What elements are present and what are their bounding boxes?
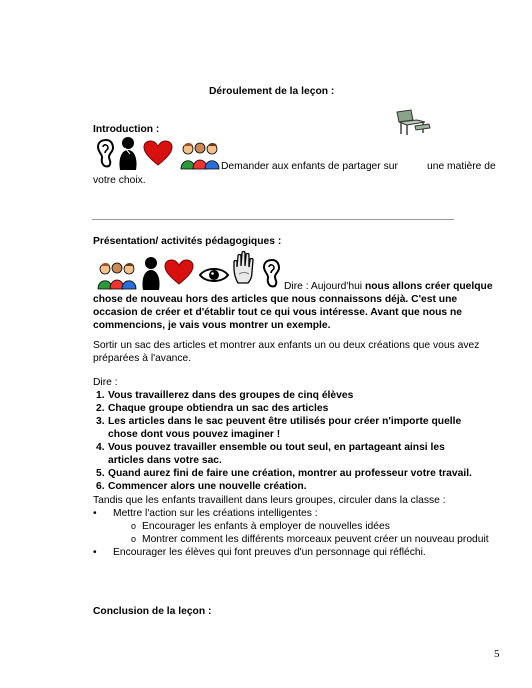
section-divider bbox=[92, 219, 454, 220]
heart-icon bbox=[143, 140, 173, 166]
bullet-2-text: Encourager les élèves qui font preuves d'un personnage qui réfléchi. bbox=[113, 547, 426, 558]
dire-line3: occasion de créer et d'établir tout ce qui vous intéresse. Avant que nous ne bbox=[93, 307, 463, 318]
groups-line: Tandis que les enfants travaillent dans leurs groupes, circuler dans la classe : bbox=[93, 495, 446, 506]
dire-label: Dire : bbox=[93, 377, 118, 388]
page-title: Déroulement de la leçon : bbox=[209, 86, 335, 97]
sub-bullet-glyph: o bbox=[131, 534, 137, 544]
thinking-person-icon bbox=[116, 136, 140, 172]
para2-line1: Sortir un sac des articles et montrer aux enfants un ou deux créations que vous avez bbox=[93, 340, 480, 351]
page-number: 5 bbox=[494, 648, 500, 660]
sub-bullet-1-text: Encourager les enfants à employer de nouvelles idées bbox=[142, 521, 390, 532]
list-item: 3. Les articles dans le sac peuvent être utilisés pour créer n'importe quelle chose dont vous pouvez imaginer ! bbox=[96, 416, 462, 440]
list-item: 6. Commencer alors une nouvelle création. bbox=[96, 481, 307, 492]
intro-text-line1a: Demander aux enfants de partager sur bbox=[221, 161, 398, 172]
conclusion-heading: Conclusion de la leçon : bbox=[93, 606, 212, 617]
list-item: 1. Vous travaillerez dans des groupes de cinq élèves bbox=[96, 390, 354, 401]
list-item: 5. Quand aurez fini de faire une création, montrer au professeur votre travail. bbox=[96, 468, 472, 479]
heart-icon bbox=[164, 259, 194, 285]
hand-icon bbox=[231, 250, 257, 284]
dire-bold-start: nous allons créer quelque bbox=[364, 281, 493, 292]
list-item: 4. Vous pouvez travailler ensemble ou tout seul, en partageant ainsi les articles dans votre sac. bbox=[96, 442, 445, 466]
school-desk-icon bbox=[393, 108, 433, 136]
presentation-heading: Présentation/ activités pédagogiques : bbox=[93, 236, 282, 247]
children-group-icon bbox=[96, 262, 138, 290]
intro-text-line2: votre choix. bbox=[93, 175, 146, 186]
sub-bullet-2-text: Montrer comment les différents morceaux peuvent créer un nouveau produit bbox=[142, 534, 489, 545]
dire-prefix: Dire : Aujourd'hui bbox=[284, 281, 365, 292]
dire-line2: chose de nouveau hors des articles que nous connaissons déjà. C'est une bbox=[93, 294, 458, 305]
para2-line2: préparées à l'avance. bbox=[93, 353, 192, 364]
introduction-heading: Introduction : bbox=[93, 124, 160, 135]
bullet-glyph: • bbox=[93, 508, 97, 519]
bullet-glyph: • bbox=[93, 547, 97, 558]
ear-icon bbox=[259, 258, 281, 290]
thinking-person-icon bbox=[139, 256, 163, 292]
steps-list bbox=[96, 389, 516, 493]
children-group-icon bbox=[179, 142, 221, 170]
intro-text-line1b: une matière de bbox=[427, 161, 496, 172]
ear-icon bbox=[93, 138, 115, 170]
dire-line4: commencions, je vais vous montrer un exemple. bbox=[93, 320, 331, 331]
sub-bullet-glyph: o bbox=[131, 521, 137, 531]
eye-icon bbox=[199, 266, 229, 284]
dire-line1 bbox=[284, 280, 493, 293]
bullet-1-text: Mettre l'action sur les créations intelligentes : bbox=[113, 508, 318, 519]
list-item: 2. Chaque groupe obtiendra un sac des articles bbox=[96, 403, 329, 414]
